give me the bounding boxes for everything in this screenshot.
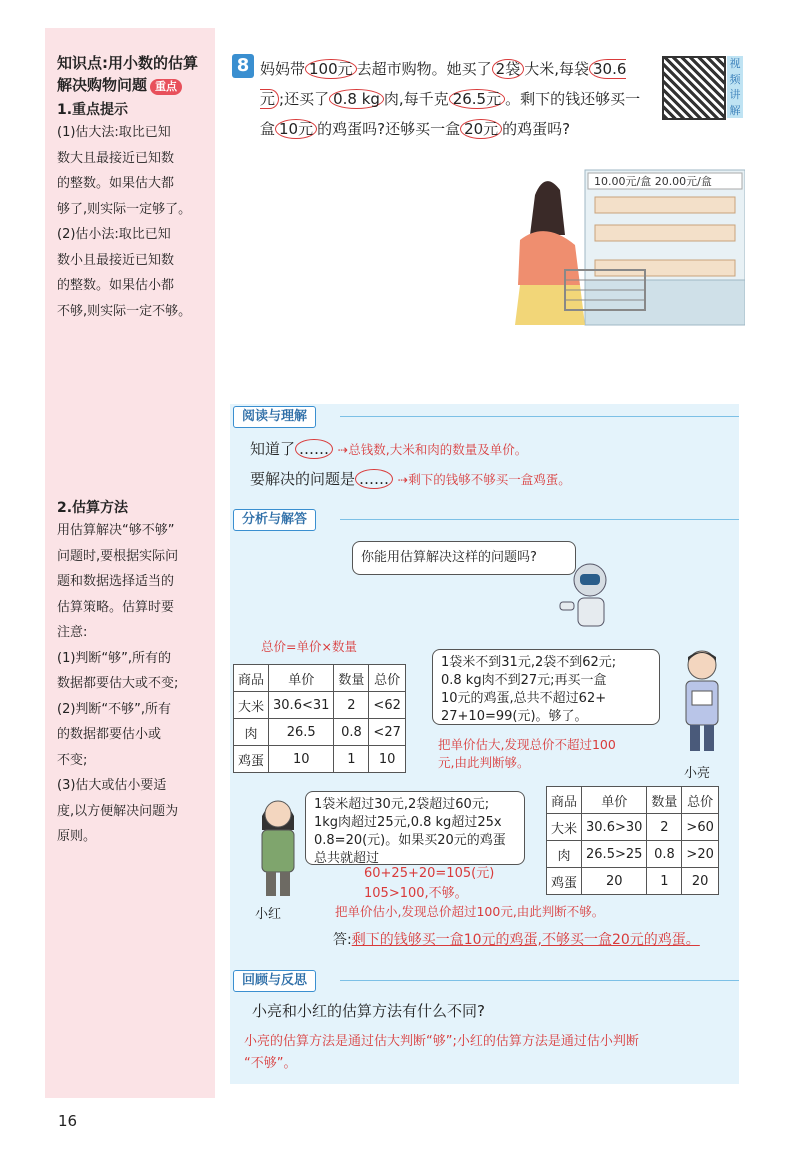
reflect-answer-2: “不够”。 [244,1056,297,1071]
xiaohong-name: 小红 [255,907,282,922]
xiaoliang-annotation: 把单价估大,发现总价不超过100 元,由此判断够。 [438,737,616,770]
xiaoliang-speech-bubble: 1袋米不到31元,2袋不到62元; 0.8 kg肉不到27元;再买一盒 10元的鸡蛋,总共不超过62+ 27+10=99(元)。够了。 [432,649,660,725]
section-2-heading: 2.估算方法 [57,500,129,516]
formula-annotation: 总价=单价×数量 [261,639,357,654]
circled-0-8kg: 0.8 kg [329,89,384,109]
section-1-heading: 1.重点提示 [57,102,129,118]
reflect-question: 小亮和小红的估算方法有什么不同? [252,1002,485,1020]
circled-10: 10元 [275,119,317,139]
circled-20: 20元 [460,119,502,139]
reflect-answer-1: 小亮的估算方法是通过估大判断“够”;小红的估算方法是通过估小判断 [244,1034,639,1049]
xiaohong-annotation: 把单价估小,发现总价超过100元,由此判断不够。 [335,904,605,919]
circled-30-6: 30.6元 [260,60,627,108]
xiaohong-girl-icon [248,790,308,900]
key-point-badge: 重点 [150,79,182,95]
robot-speech-bubble: 你能用估算解决这样的问题吗? [352,541,576,575]
qr-code-icon[interactable] [662,56,726,120]
problem-number: 8 [232,54,254,78]
title-line-2: 解决购物问题 [57,76,148,94]
price-sign: 10.00元/盒 20.00元/盒 [594,175,712,188]
shopping-illustration [510,165,745,330]
page-number: 16 [58,1112,78,1130]
xiaoliang-boy-icon [672,645,732,755]
video-explain-label[interactable]: 视频讲解 [727,56,743,118]
known-annotation: ⇢总钱数,大米和肉的数量及单价。 [337,442,528,457]
xiaohong-calc-2: 105>100,不够。 [364,886,468,901]
question-annotation: ⇢剩下的钱够不够买一盒鸡蛋。 [397,472,571,487]
knowledge-title [57,52,217,96]
section-2-body: 用估算解决“够不够” 问题时,要根据实际问 题和数据选择适当的 估算策略。估算时要 注意: (1)判断“够”,所有的 数据都要估大或不变; (2)判断“不够”,所有 的数据都要估小或 不变; (3)估大或估小要适 度,以方便解决问题为 原则。 [57,523,179,844]
xiaoliang-name: 小亮 [684,766,711,781]
title-line-1: 知识点:用小数的估算 [57,54,198,72]
review-reflect-tag: 回顾与反思 [233,970,316,992]
read-understand-tag: 阅读与理解 [233,406,316,428]
problem-text: 妈妈带 100元 去超市购物。她买了 2袋 大米,每袋 30.6元 ;还买了 0.8 kg 肉,每千克 26.5元 。剩下的钱还够买一盒 10元 的鸡蛋吗?还够买一盒 20元 的鸡蛋吗? [260,60,641,138]
question-line: 要解决的问题是 …… ⇢剩下的钱够不够买一盒鸡蛋。 [250,470,571,488]
circled-2-bags: 2袋 [492,59,525,79]
robot-icon [550,560,615,635]
circled-26-5: 26.5元 [449,89,505,109]
estimate-down-table: 商品 单价 数量 总价 大米 30.6>30 2 >60 肉 26.5>25 0.8 >20 鸡蛋 20 1 20 [546,786,719,895]
known-line: 知道了 …… ⇢总钱数,大米和肉的数量及单价。 [250,440,528,458]
xiaohong-speech-bubble: 1袋米超过30元,2袋超过60元; 1kg肉超过25元,0.8 kg超过25x 0.8=20(元)。如果买20元的鸡蛋 总共就超过 [305,791,525,865]
circled-100: 100元 [305,59,357,79]
analysis-answer-tag: 分析与解答 [233,509,316,531]
xiaohong-calc-1: 60+25+20=105(元) [364,866,495,881]
section-1-body: (1)估大法:取比已知 数大且最接近已知数 的整数。如果估大都 够了,则实际一定够了。 (2)估小法:取比已知 数小且最接近已知数 的整数。如果估小都 不够,则实际一定不够。 [57,125,192,319]
answer-text: 剩下的钱够买一盒10元的鸡蛋,不够买一盒20元的鸡蛋。 [351,932,700,948]
estimate-up-table: 商品 单价 数量 总价 大米 30.6<31 2 <62 肉 26.5 0.8 <27 鸡蛋 10 1 10 [233,664,406,773]
answer-line: 答:剩下的钱够买一盒10元的鸡蛋,不够买一盒20元的鸡蛋。 [333,932,700,948]
